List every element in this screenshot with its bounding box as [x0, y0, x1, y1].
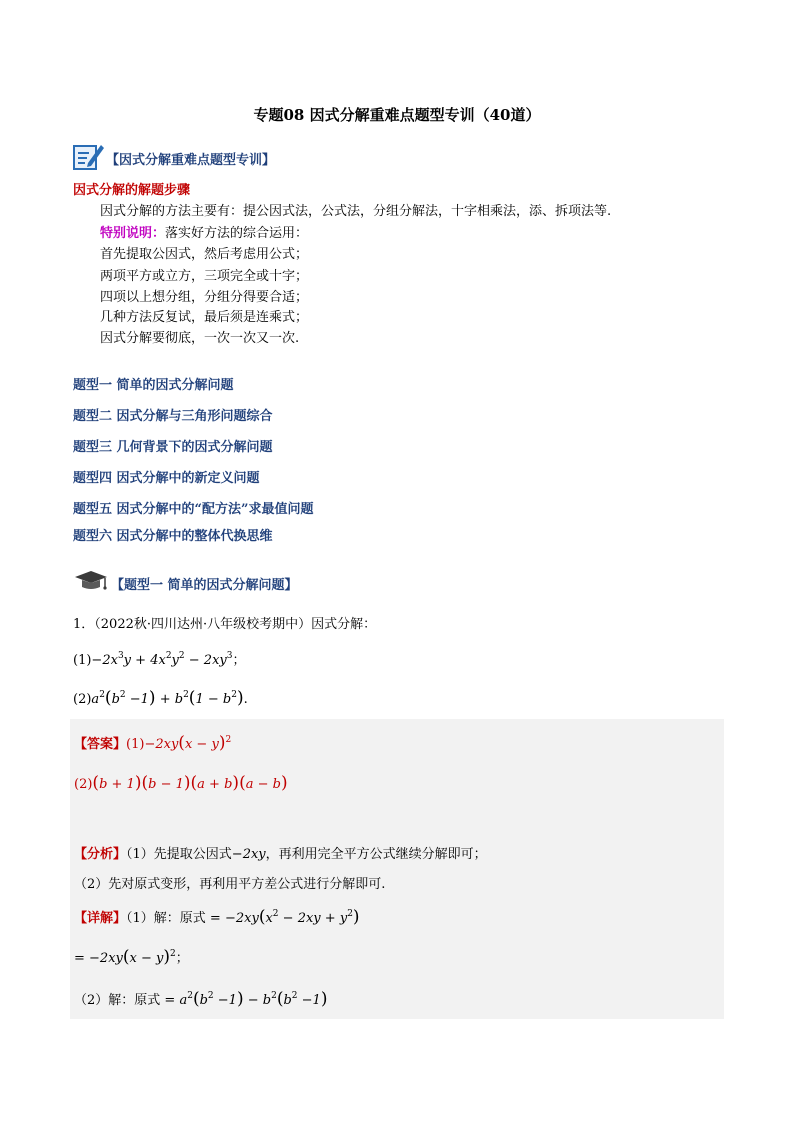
answer-line-1: 【答案】$(1)-2xy(x - y)^2$ — [74, 733, 232, 753]
method-intro: 因式分解的方法主要有：提公因式法，公式法，分组分解法，十字相乘法，添、拆项法等. — [100, 204, 612, 219]
rhyme-line: 四项以上想分组，分组分得要合适； — [100, 290, 309, 305]
type-link-3[interactable]: 题型三 几何背景下的因式分解问题 — [73, 440, 273, 455]
type-link-4[interactable]: 题型四 因式分解中的新定义问题 — [73, 471, 260, 486]
pencil-note-icon — [73, 141, 105, 171]
answer-panel — [70, 719, 724, 1019]
rhyme-line: 两项平方或立方，三项完全或十字； — [100, 269, 309, 284]
question-part-2: $(2)a^2(b^2 -1) + b^2(1 - b^2)$. — [73, 688, 248, 708]
analysis-line-1: 【分析】（1）先提取公因式−2xy，再利用完全平方公式继续分解即可； — [74, 847, 487, 862]
rhyme-line: 因式分解要彻底，一次一次又一次. — [100, 331, 300, 346]
analysis-label: 【分析】 — [74, 847, 127, 862]
special-text: 落实好方法的综合运用： — [165, 226, 309, 241]
rhyme-line: 首先提取公因式，然后考虑用公式； — [100, 247, 309, 262]
type-link-6[interactable]: 题型六 因式分解中的整体代换思维 — [73, 529, 273, 544]
type-link-2[interactable]: 题型二 因式分解与三角形问题综合 — [73, 409, 273, 424]
type-link-1[interactable]: 题型一 简单的因式分解问题 — [73, 378, 234, 393]
answer-line-2: (2)(b + 1)(b − 1)(a + b)(a − b) — [74, 773, 288, 793]
answer-label: 【答案】 — [74, 737, 127, 752]
analysis-line-2: （2）先对原式变形，再利用平方差公式进行分解即可. — [74, 877, 386, 892]
banner-label: 【因式分解重难点题型专训】 — [106, 153, 276, 168]
detail-line-1: 【详解】（1）解：原式 = $-2xy(x^2 - 2xy + y^2)$ — [74, 907, 360, 927]
question-stem: 1．（2022秋·四川达州·八年级校考期中）因式分解： — [73, 617, 377, 632]
detail-line-3: （2）解：原式 = $a^2(b^2 -1) - b^2(b^2 -1)$ — [74, 989, 328, 1009]
detail-label: 【详解】 — [74, 911, 127, 926]
graduation-cap-icon — [73, 569, 109, 593]
rhyme-line: 几种方法反复试，最后须是连乘式； — [100, 310, 309, 325]
page-title: 专题08 因式分解重难点题型专训（40道） — [253, 106, 541, 124]
special-label: 特别说明： — [100, 226, 166, 241]
section-heading-label: 【题型一 简单的因式分解问题】 — [111, 578, 298, 593]
detail-line-2: = $-2xy(x - y)^2$； — [74, 947, 189, 967]
special-note — [100, 222, 308, 241]
steps-title: 因式分解的解题步骤 — [73, 183, 191, 198]
question-part-1: $(1)-2x^3y + 4x^2y^2 - 2xy^3$； — [73, 651, 246, 668]
type-link-5[interactable]: 题型五 因式分解中的“配方法”求最值问题 — [73, 502, 314, 517]
